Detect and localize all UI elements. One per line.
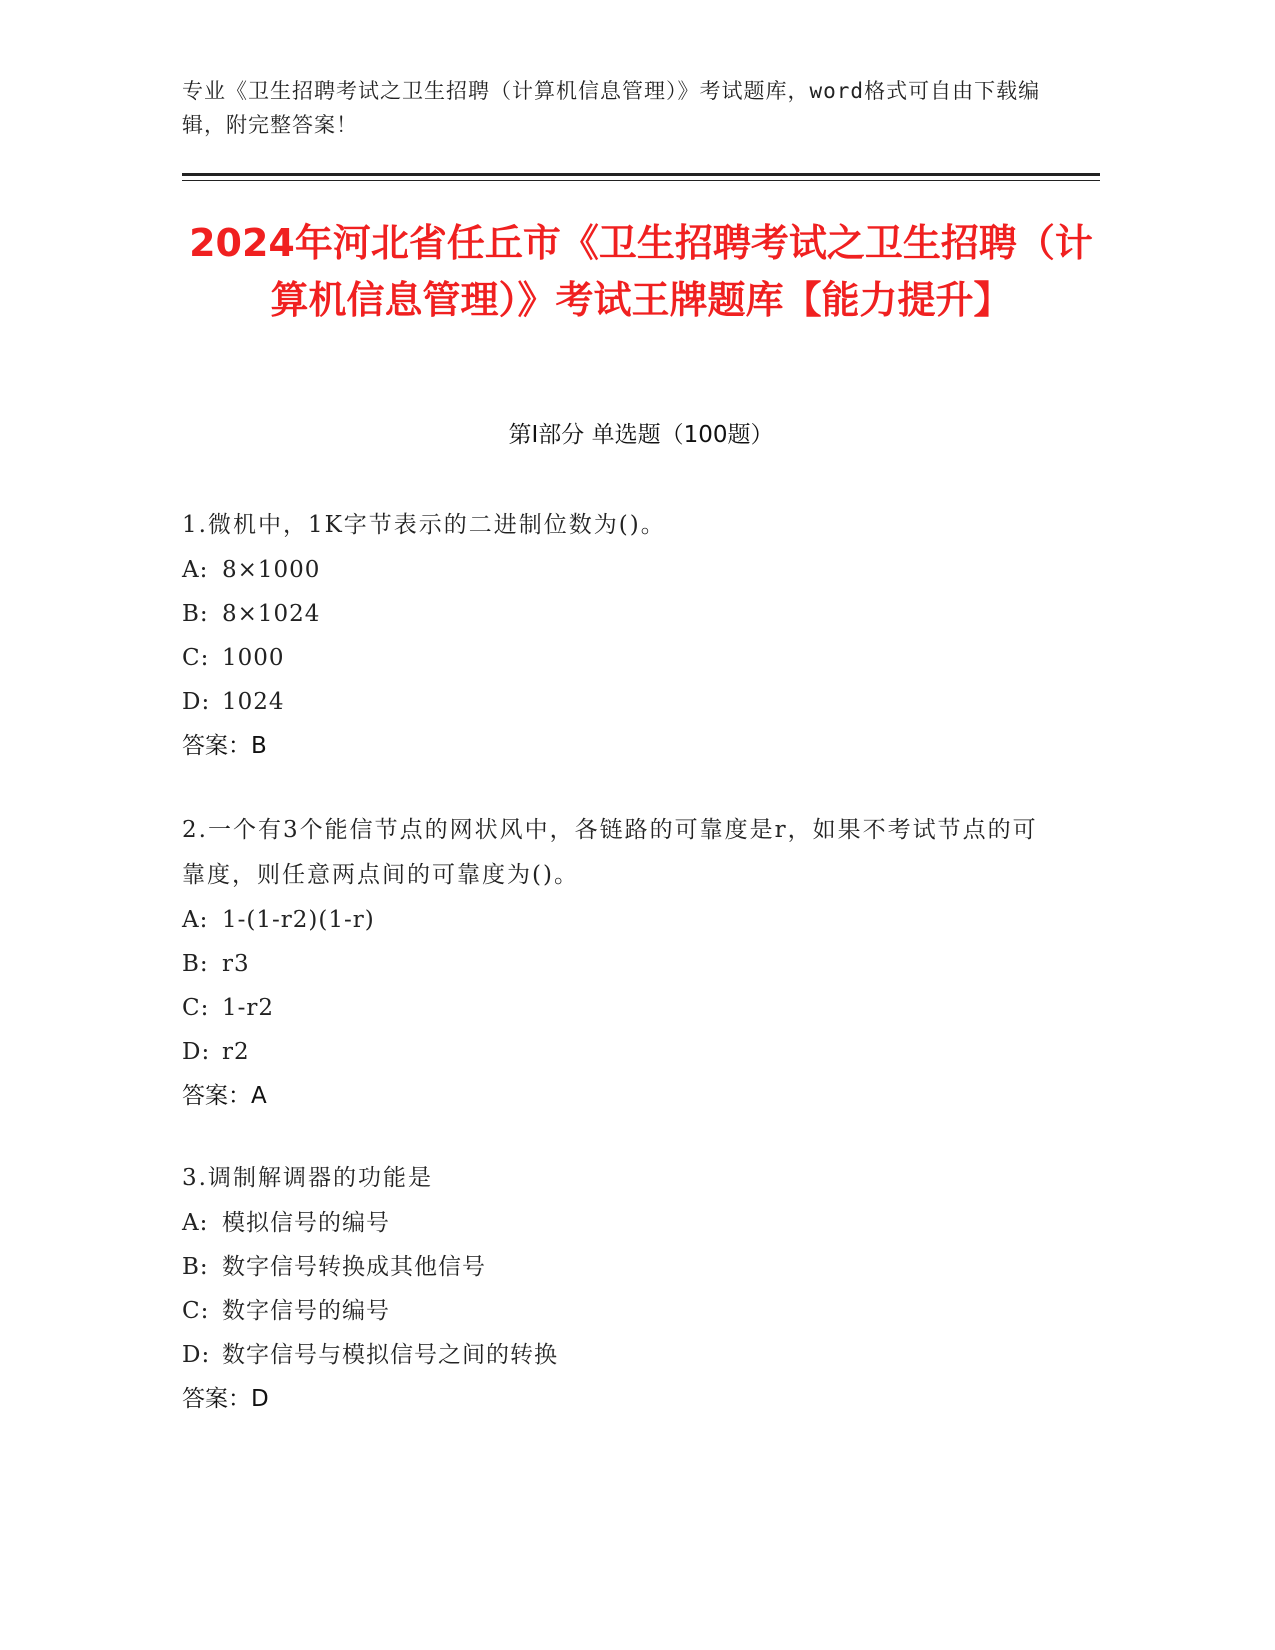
answer-prefix: 答案： — [182, 1083, 251, 1109]
option-text: r2 — [222, 1039, 250, 1065]
option-label: D: — [182, 1039, 211, 1065]
answer-value: B — [251, 733, 267, 759]
option-text: r3 — [222, 951, 250, 977]
question-stem: 3.调制解调器的功能是 — [182, 1165, 433, 1191]
option-text: 数字信号的编号 — [222, 1298, 390, 1324]
option-b — [182, 592, 1062, 636]
header-rule-thin — [182, 180, 1100, 181]
question-2 — [182, 808, 1062, 1118]
option-text: 8×1000 — [222, 557, 321, 583]
answer-line — [182, 724, 1062, 768]
option-c — [182, 986, 1062, 1030]
option-label: B: — [182, 601, 209, 627]
option-text: 1024 — [222, 689, 285, 715]
document-title: 2024年河北省任丘市《卫生招聘考试之卫生招聘（计算机信息管理）》考试王牌题库【能力提升】 — [189, 221, 1093, 322]
answer-line — [182, 1074, 1062, 1118]
option-label: B: — [182, 1254, 209, 1280]
option-c — [182, 636, 1062, 680]
option-text: 1-r2 — [222, 995, 275, 1021]
option-text: 数字信号转换成其他信号 — [222, 1254, 486, 1280]
header-rule-thick — [182, 173, 1100, 176]
answer-value: D — [251, 1386, 269, 1412]
option-label: C: — [182, 1298, 210, 1324]
question-stem: 1.微机中，1K字节表示的二进制位数为()。 — [182, 512, 666, 538]
option-text: 8×1024 — [222, 601, 321, 627]
option-label: C: — [182, 995, 210, 1021]
option-label: C: — [182, 645, 210, 671]
answer-prefix: 答案： — [182, 733, 251, 759]
option-text: 1000 — [222, 645, 285, 671]
option-a — [182, 898, 1062, 942]
answer-line — [182, 1377, 1062, 1421]
option-d — [182, 1333, 1062, 1377]
option-c — [182, 1289, 1062, 1333]
option-label: B: — [182, 951, 209, 977]
question-3 — [182, 1156, 1062, 1421]
header-note: 专业《卫生招聘考试之卫生招聘（计算机信息管理）》考试题库，word格式可自由下载编辑，附完整答案！ — [182, 79, 1041, 137]
answer-prefix: 答案： — [182, 1386, 251, 1412]
option-a — [182, 548, 1062, 592]
answer-value: A — [251, 1083, 267, 1109]
option-b — [182, 942, 1062, 986]
option-label: A: — [182, 557, 209, 583]
question-stem: 2.一个有3个能信节点的网状风中，各链路的可靠度是r，如果不考试节点的可靠度，则任意两点间的可靠度为()。 — [182, 817, 1038, 888]
option-text: 1-(1-r2)(1-r) — [222, 907, 375, 933]
option-d — [182, 1030, 1062, 1074]
option-b — [182, 1245, 1062, 1289]
option-text: 数字信号与模拟信号之间的转换 — [222, 1342, 558, 1368]
option-label: D: — [182, 689, 211, 715]
question-1 — [182, 503, 1062, 768]
option-d — [182, 680, 1062, 724]
option-label: A: — [182, 1210, 209, 1236]
option-label: A: — [182, 907, 209, 933]
option-text: 模拟信号的编号 — [222, 1210, 390, 1236]
section-heading: 第I部分 单选题（100题） — [508, 422, 774, 448]
option-a — [182, 1201, 1062, 1245]
option-label: D: — [182, 1342, 211, 1368]
